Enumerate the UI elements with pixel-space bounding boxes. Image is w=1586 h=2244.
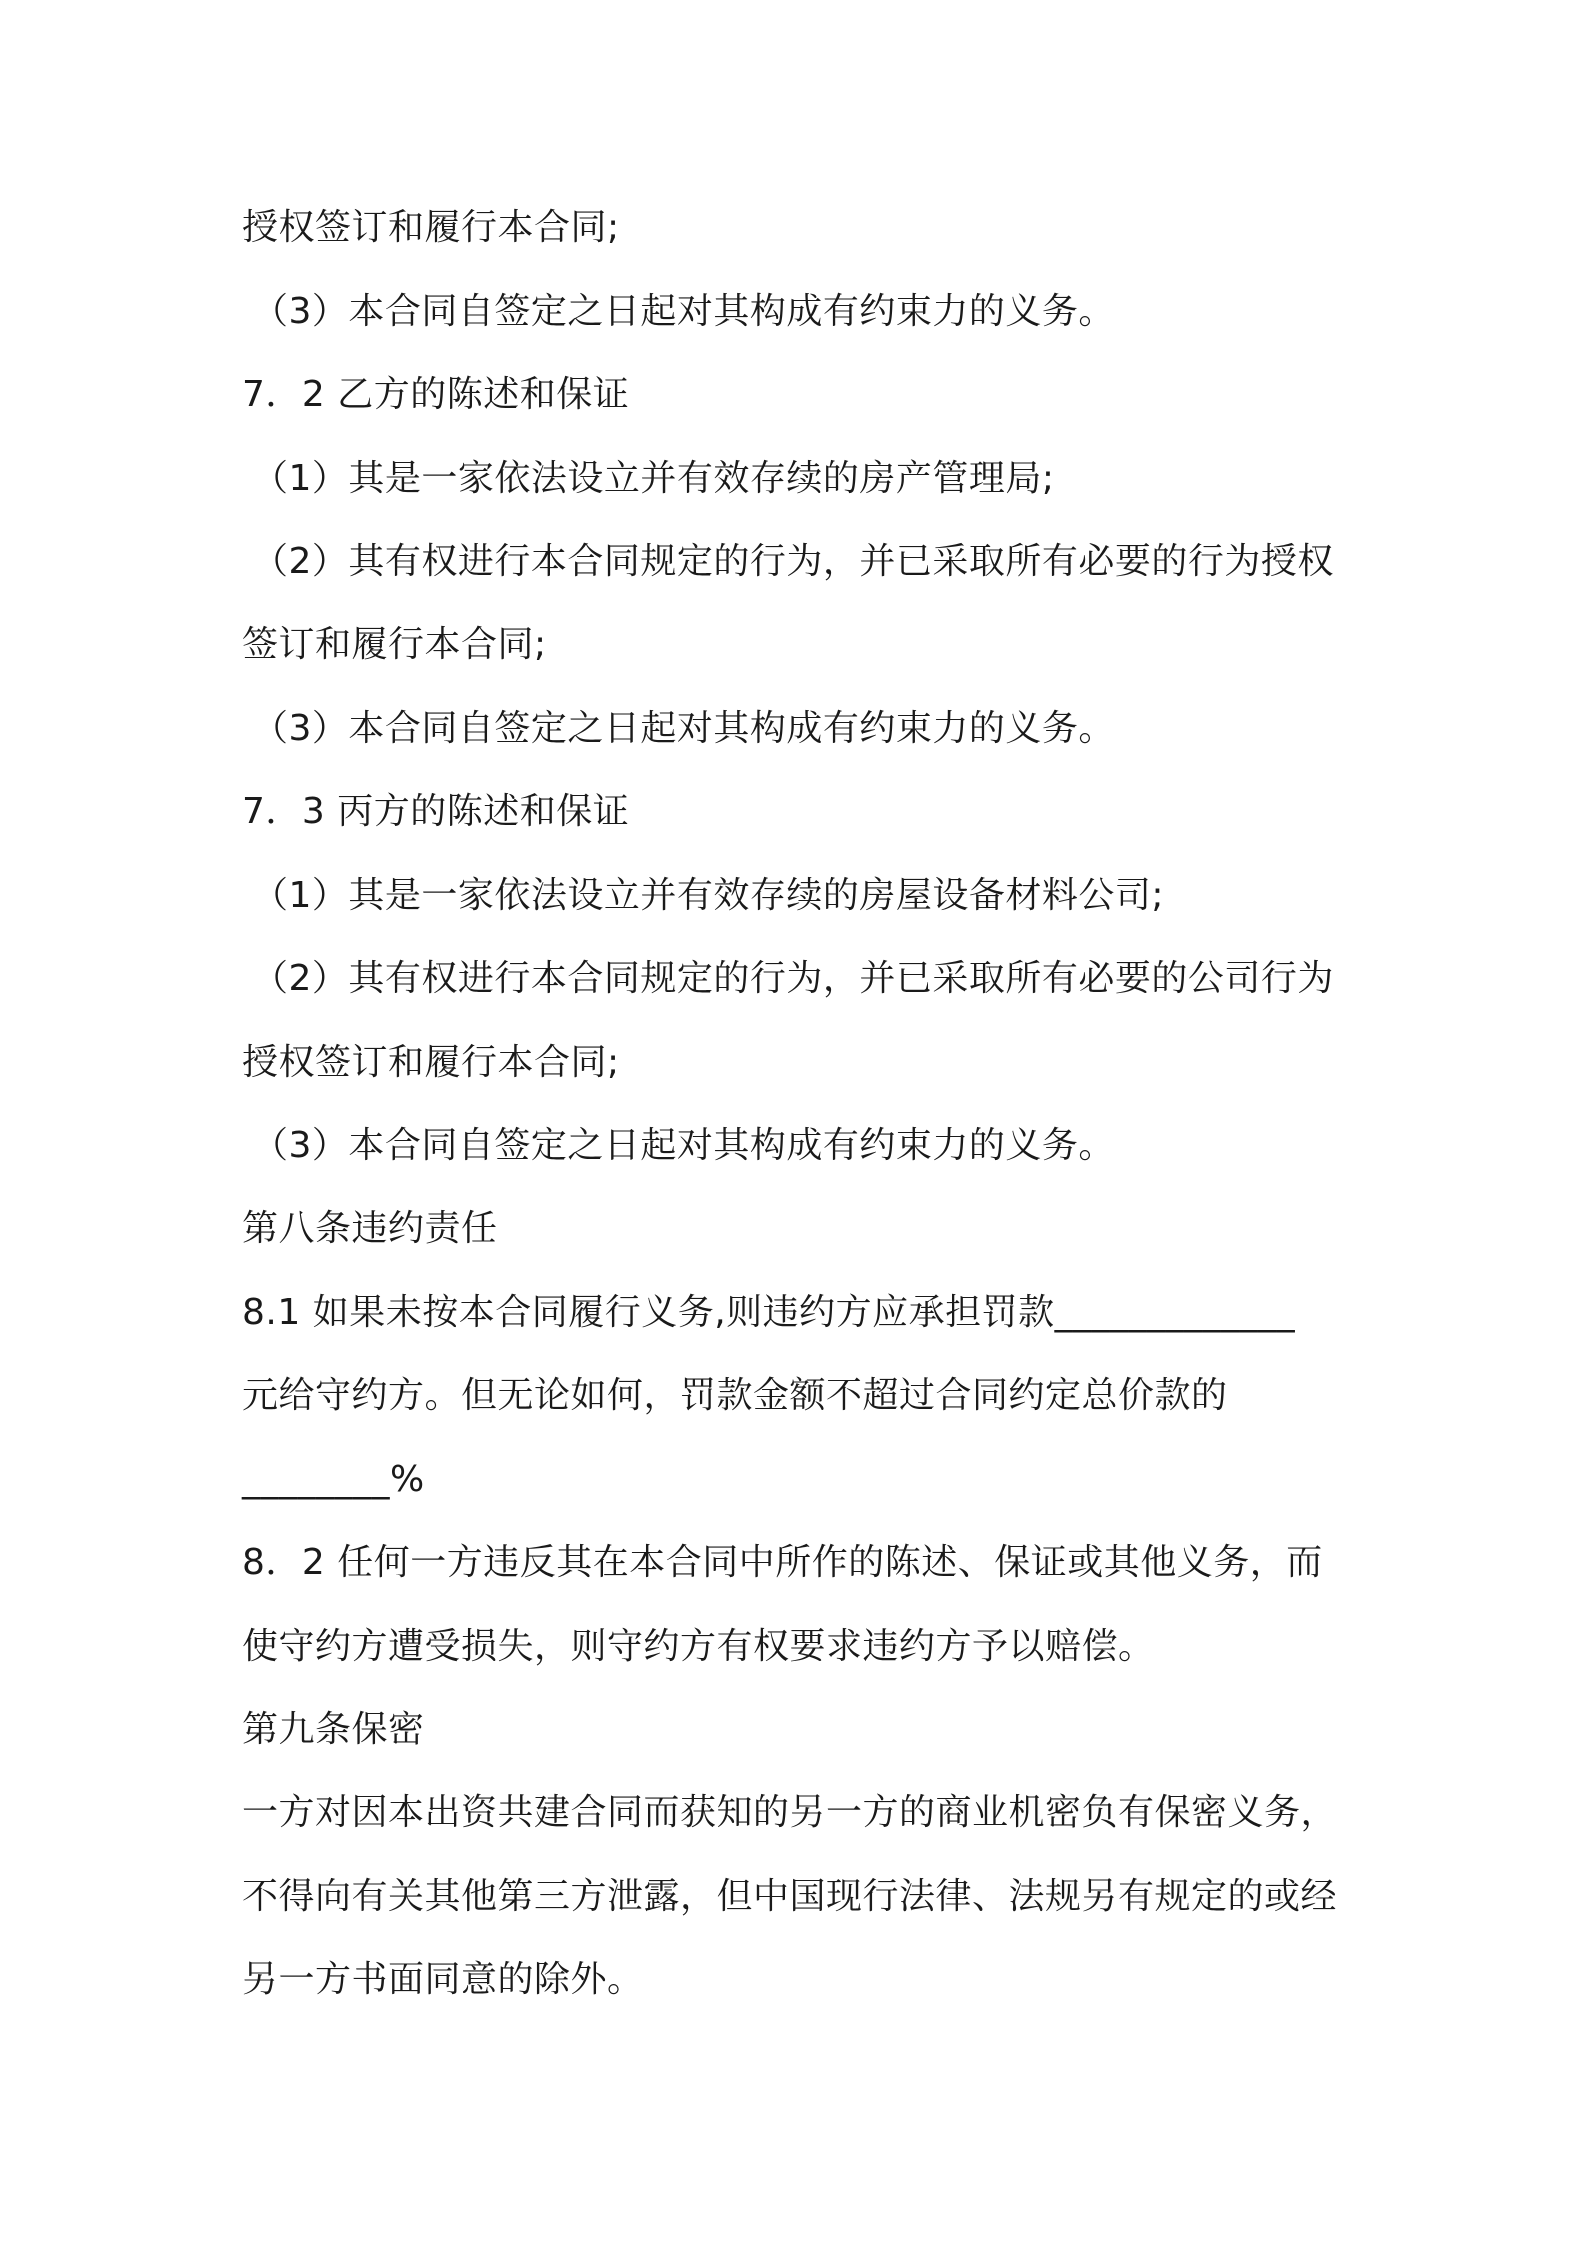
text-line-10: （2）其有权进行本合同规定的行为，并已采取所有必要的公司行为 bbox=[252, 958, 1334, 999]
text-line-4: （1）其是一家依法设立并有效存续的房产管理局; bbox=[252, 458, 1055, 499]
text-line-20: 一方对因本出资共建合同而获知的另一方的商业机密负有保密义务， bbox=[242, 1792, 1338, 1833]
text-line-15: 元给守约方。但无论如何，罚款金额不超过合同约定总价款的 bbox=[242, 1375, 1228, 1416]
section-heading-7-2: 7．2 乙方的陈述和保证 bbox=[242, 374, 630, 415]
text-line-5: （2）其有权进行本合同规定的行为，并已采取所有必要的行为授权 bbox=[252, 541, 1334, 582]
text-line-6: 签订和履行本合同; bbox=[242, 624, 547, 665]
article-heading-8: 第八条违约责任 bbox=[242, 1208, 498, 1249]
text-line-16: ________% bbox=[242, 1459, 425, 1500]
text-line-9: （1）其是一家依法设立并有效存续的房屋设备材料公司; bbox=[252, 875, 1165, 916]
text-line-21: 不得向有关其他第三方泄露，但中国现行法律、法规另有规定的或经 bbox=[242, 1876, 1338, 1917]
text-line-14: 8.1 如果未按本合同履行义务,则违约方应承担罚款_____________ bbox=[242, 1292, 1296, 1333]
text-line-17: 8．2 任何一方违反其在本合同中所作的陈述、保证或其他义务，而 bbox=[242, 1542, 1323, 1583]
article-heading-9: 第九条保密 bbox=[242, 1709, 425, 1750]
text-line-1: 授权签订和履行本合同; bbox=[242, 207, 620, 248]
text-line-2: （3）本合同自签定之日起对其构成有约束力的义务。 bbox=[252, 291, 1115, 332]
text-line-22: 另一方书面同意的除外。 bbox=[242, 1959, 644, 2000]
text-line-18: 使守约方遭受损失，则守约方有权要求违约方予以赔偿。 bbox=[242, 1626, 1155, 1667]
text-line-11: 授权签订和履行本合同; bbox=[242, 1042, 620, 1083]
section-heading-7-3: 7．3 丙方的陈述和保证 bbox=[242, 791, 630, 832]
text-line-7: （3）本合同自签定之日起对其构成有约束力的义务。 bbox=[252, 708, 1115, 749]
text-line-12: （3）本合同自签定之日起对其构成有约束力的义务。 bbox=[252, 1125, 1115, 1166]
